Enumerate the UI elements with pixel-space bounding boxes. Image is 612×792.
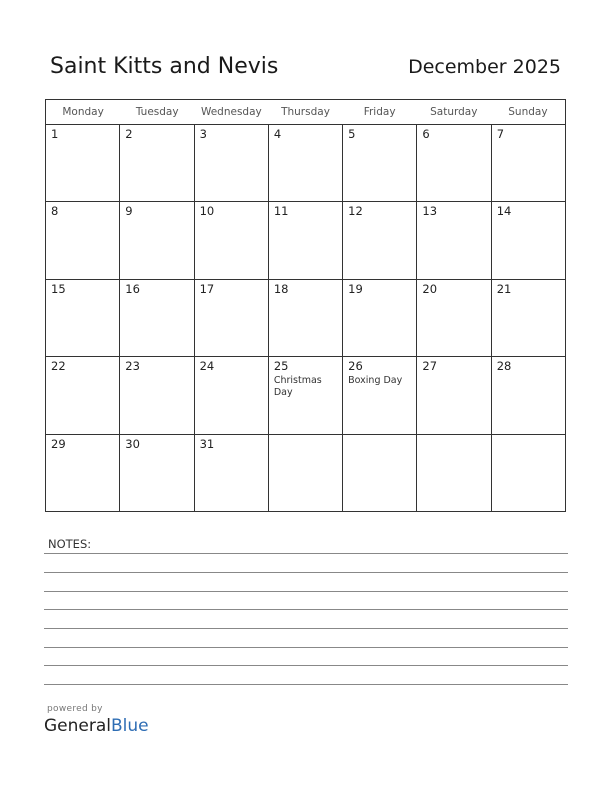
day-cell	[120, 202, 194, 278]
day-cell	[343, 357, 417, 433]
day-number: 31	[199, 436, 215, 451]
day-number: 12	[348, 204, 363, 219]
day-number: 1	[51, 127, 59, 141]
note-line	[44, 628, 568, 629]
week-row	[46, 357, 565, 434]
day-cell	[492, 280, 565, 356]
powered-by-text: powered by	[47, 704, 103, 714]
day-number: 9	[125, 204, 133, 219]
day-cell	[343, 202, 417, 278]
day-cell	[492, 202, 565, 278]
note-line	[44, 591, 568, 592]
day-cell	[269, 357, 343, 433]
day-number: 15	[51, 281, 66, 296]
note-line	[44, 609, 568, 610]
weekday-monday: Monday	[62, 106, 104, 118]
generalblue-logo	[44, 716, 149, 736]
day-cell	[120, 357, 194, 433]
day-cell	[195, 280, 269, 356]
calendar-month-title: December 2025	[408, 56, 561, 78]
day-cell	[269, 280, 343, 356]
brand-blue-text: Blue	[111, 716, 149, 736]
day-number: 11	[273, 204, 289, 219]
day-number: 18	[273, 281, 289, 296]
weekday-friday: Friday	[363, 106, 396, 118]
day-number: 10	[199, 204, 215, 219]
day-cell	[492, 435, 565, 511]
day-cell	[46, 357, 120, 433]
day-cell	[269, 125, 343, 201]
day-number: 28	[496, 359, 512, 374]
day-number: 21	[496, 281, 512, 296]
week-row	[46, 202, 565, 279]
day-number: 22	[51, 359, 66, 374]
day-cell	[343, 280, 417, 356]
day-number: 5	[348, 127, 356, 141]
day-cell	[417, 125, 491, 201]
day-number: 19	[348, 281, 363, 296]
note-line	[44, 572, 568, 573]
day-cell	[417, 280, 491, 356]
note-line	[44, 684, 568, 685]
day-number: 4	[273, 127, 282, 141]
day-number: 25	[273, 359, 289, 374]
day-number: 16	[125, 281, 140, 296]
day-cell	[195, 435, 269, 511]
note-line	[44, 665, 568, 666]
day-cell	[269, 202, 343, 278]
day-cell	[120, 280, 194, 356]
month-calendar-grid	[45, 99, 566, 512]
day-cell	[46, 125, 120, 201]
day-number: 27	[422, 359, 438, 374]
brand-general-text: General	[44, 716, 111, 736]
weekday-sunday: Sunday	[508, 106, 548, 118]
day-cell	[195, 125, 269, 201]
day-cell	[343, 125, 417, 201]
day-cell	[269, 435, 343, 511]
weekday-header-row	[46, 100, 565, 125]
note-line	[44, 553, 568, 554]
day-number: 8	[51, 204, 59, 219]
day-cell	[46, 202, 120, 278]
day-number: 29	[51, 436, 66, 451]
day-cell	[492, 125, 565, 201]
day-number: 14	[496, 204, 512, 219]
week-row	[46, 280, 565, 357]
day-cell	[417, 202, 491, 278]
weeks-container	[46, 125, 565, 511]
calendar-country-title: Saint Kitts and Nevis	[50, 54, 279, 79]
day-number: 26	[348, 359, 363, 374]
weekday-tuesday: Tuesday	[135, 106, 179, 118]
day-number: 30	[125, 436, 140, 451]
day-number: 2	[125, 127, 133, 141]
day-cell	[195, 357, 269, 433]
note-line	[44, 647, 568, 648]
day-cell	[417, 435, 491, 511]
holiday-label: Boxing Day	[348, 375, 403, 387]
weekday-thursday: Thursday	[281, 106, 330, 118]
day-number: 24	[199, 359, 215, 374]
week-row	[46, 125, 565, 202]
day-cell	[492, 357, 565, 433]
day-number: 13	[422, 204, 438, 219]
day-cell	[195, 202, 269, 278]
day-number: 7	[496, 127, 505, 141]
day-number: 6	[422, 127, 430, 141]
day-number: 20	[422, 281, 438, 296]
notes-label: NOTES:	[48, 537, 92, 551]
day-cell	[417, 357, 491, 433]
week-row	[46, 435, 565, 511]
day-cell	[120, 125, 194, 201]
day-cell	[343, 435, 417, 511]
day-number: 3	[199, 127, 207, 141]
day-cell	[120, 435, 194, 511]
weekday-wednesday: Wednesday	[200, 106, 262, 118]
day-number: 17	[199, 281, 215, 296]
holiday-label: Christmas Day	[273, 375, 322, 399]
day-cell	[46, 280, 120, 356]
day-cell	[46, 435, 120, 511]
weekday-saturday: Saturday	[430, 106, 478, 118]
day-number: 23	[125, 359, 140, 374]
